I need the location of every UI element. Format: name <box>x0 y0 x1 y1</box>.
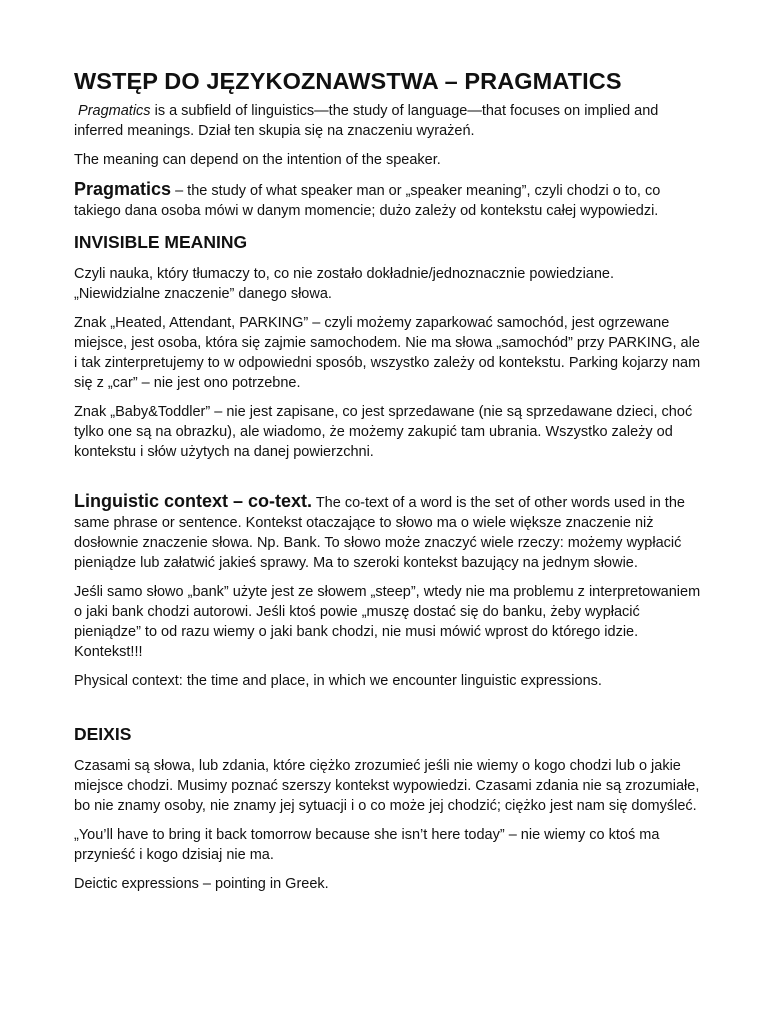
invisible-meaning-heading: INVISIBLE MEANING <box>74 232 248 252</box>
deixis-heading: DEIXIS <box>74 724 132 744</box>
linguistic-context-paragraph <box>74 491 704 573</box>
deixis-paragraph-1: Czasami są słowa, lub zdania, które ciężko zrozumieć jeśli nie wiemy o kogo chodzi lub o jakie miejsce chodzi. Musimy poznać szerszy kontekst wypowiedzi. Czasami zdania nie są zrozumiałe, bo nie znamy osoby, nie znamy jej sytuacji i o co może jej chodzić; ciężko jest nam się domyśleć. <box>74 758 700 814</box>
linguistic-context-text: The co-text of a word is the set of other words used in the same phrase or sentence. Kontekst otaczające to słowo ma o wiele większe znaczenie niż dosłownie znaczenie słowa. Np. Bank. To słowo może znaczyć wiele rzeczy: możemy wypłacić pieniądze lub załatwić jakieś sprawy. Ma to szeroki kontekst bazujący na jednym słowie. <box>74 495 685 571</box>
intro-text: is a subfield of linguistics—the study of language—that focuses on implied and inferred meanings. Dział ten skupia się na znaczeniu wyrażeń. <box>74 103 659 139</box>
deixis-paragraph-3: Deictic expressions – pointing in Greek. <box>74 876 329 892</box>
physical-context-paragraph: Physical context: the time and place, in which we encounter linguistic expressions. <box>74 673 602 689</box>
invisible-paragraph-1: Czyli nauka, który tłumaczy to, co nie zostało dokładnie/jednoznacznie powiedziane. „Niewidzialne znaczenie” danego słowa. <box>74 266 615 302</box>
section-spacer <box>74 700 704 720</box>
invisible-paragraph-2: Znak „Heated, Attendant, PARKING” – czyli możemy zaparkować samochód, jest ogrzewane miejsce, jest osoba, która się zajmie samochodem. Nie ma słowa „samochód” przy PARKING, ale i tak zinterpretujemy to w odpowiedni sposób, wszystko zależy od kontekstu. Parking kojarzy nam się z „car” – nie jest ono potrzebne. <box>74 315 701 391</box>
intro-paragraph <box>74 101 704 141</box>
pragmatics-term: Pragmatics <box>74 179 172 199</box>
section-spacer <box>74 471 704 491</box>
pragmatics-text: – the study of what speaker man or „speaker meaning”, czyli chodzi o to, co takiego dana osoba mówi w danym momencie; dużo zależy od kontekstu całej wypowiedzi. <box>74 183 661 219</box>
meaning-paragraph: The meaning can depend on the intention of the speaker. <box>74 152 441 168</box>
linguistic-context-term: Linguistic context – co-text. <box>74 491 313 511</box>
invisible-paragraph-3: Znak „Baby&Toddler” – nie jest zapisane, co jest sprzedawane (nie są sprzedawane dzieci, choć tylko one są na obrazku), ale wiadomo, że możemy zakupić tam ubrania. Wszystko zależy od kontekstu i słów użytych na danej powierzchni. <box>74 404 693 460</box>
intro-term: Pragmatics <box>78 103 151 119</box>
bank-paragraph: Jeśli samo słowo „bank” użyte jest ze słowem „steep”, wtedy nie ma problemu z interpretowaniem o jaki bank chodzi autorowi. Jeśli ktoś powie „muszę dostać się do banku, żeby wypłacić pieniądze” to od razu wiemy o jaki bank chodzi, nie musi mówić wprost do którego idzie. Kontekst!!! <box>74 584 701 660</box>
document-title: WSTĘP DO JĘZYKOZNAWSTWA – PRAGMATICS <box>74 68 622 94</box>
pragmatics-definition <box>74 179 704 221</box>
document-body <box>74 66 704 903</box>
deixis-paragraph-2: „You’ll have to bring it back tomorrow because she isn’t here today” – nie wiemy co ktoś ma przynieść i kogo dzisiaj nie ma. <box>74 827 660 863</box>
